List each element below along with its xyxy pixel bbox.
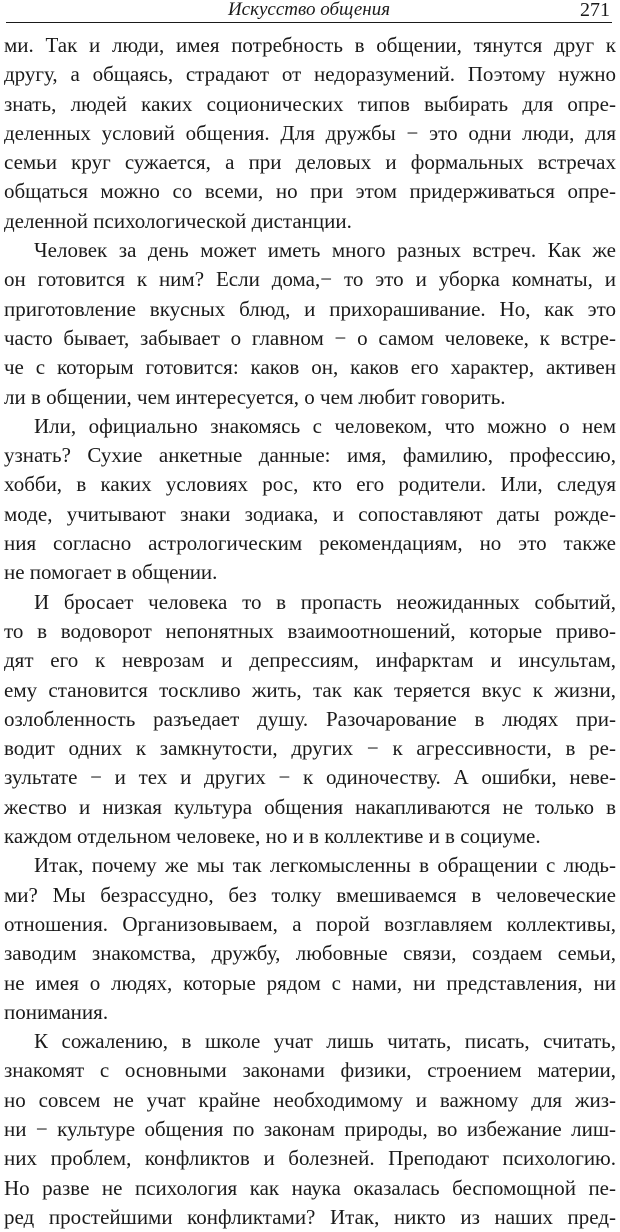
text-line: но совсем не учат крайне необходимому и важному для жиз- (4, 1087, 616, 1112)
text-line: другу, а общаясь, страдают от недоразумений. Поэтому нужно (4, 62, 616, 87)
text-line: не имея о людях, которые рядом с нами, ни представления, ни (4, 970, 616, 995)
text-line: Человек за день может иметь много разных встреч. Как же (34, 238, 616, 263)
paragraph (4, 236, 616, 412)
paragraph (4, 412, 616, 588)
text-line: ми? Мы безрассудно, без толку вмешиваемся в человеческие (4, 882, 616, 907)
text-line: Итак, почему же мы так легкомысленны в обращении с людь- (34, 853, 616, 878)
text-line: отношения. Организовываем, а порой возглавляем коллективы, (4, 911, 616, 936)
text-line: ния согласно астрологическим рекомендациям, но это также (4, 531, 616, 556)
text-line: понимания. (4, 999, 109, 1024)
text-line: Но разве не психология как наука оказалась беспомощной пе- (4, 1175, 616, 1200)
running-header (6, 0, 612, 23)
text-line: Или, официально знакомясь с человеком, что можно о нем (34, 413, 616, 438)
text-line: ред простейшими конфликтами? Итак, никто из наших пред- (4, 1204, 616, 1229)
text-line: зультате − и тех и других − к одиночеству. А ошибки, неве- (4, 765, 616, 790)
running-title: Искусство общения (227, 0, 391, 20)
body-text (4, 31, 616, 1232)
paragraph (4, 31, 616, 236)
text-line: деленных условий общения. Для дружбы − это одни люди, для (4, 120, 616, 145)
page-number: 271 (580, 0, 610, 21)
text-line: знакомят с основными законами физики, строением материи, (4, 1058, 616, 1083)
text-line: ни − культуре общения по законам природы, во избежание лиш- (4, 1116, 616, 1141)
text-line: хобби, в каких условиях рос, кто его родители. Или, следуя (4, 472, 616, 497)
text-line: ми. Так и люди, имея потребность в общении, тянутся друг к (4, 33, 616, 57)
text-line: че с которым готовится: каков он, каков его характер, активен (4, 355, 616, 380)
text-line: них проблем, конфликтов и болезней. Преподают психологию. (4, 1146, 616, 1171)
text-line: то в водоворот непонятных взаимоотношений, которые приво- (4, 618, 616, 643)
text-line: И бросает человека то в пропасть неожиданных событий, (34, 589, 616, 614)
paragraph (4, 588, 616, 852)
text-line: деленной психологической дистанции. (4, 208, 352, 233)
text-line: не помогает в общении. (4, 560, 218, 585)
text-line: жество и низкая культура общения накапливаются не только в (4, 794, 616, 819)
text-line: ему становится тоскливо жить, так как теряется вкус к жизни, (4, 677, 616, 702)
text-line: заводим знакомства, дружбу, любовные связи, создаем семьи, (4, 941, 616, 966)
text-line: общаться можно со всеми, но при этом придерживаться опре- (4, 179, 616, 204)
paragraph (4, 1027, 616, 1232)
text-line: озлобленность разъедает душу. Разочарование в людях при- (4, 706, 616, 731)
text-line: дят его к неврозам и депрессиям, инфарктам и инсультам, (4, 648, 616, 673)
text-line: узнать? Сухие анкетные данные: имя, фамилию, профессию, (4, 443, 616, 468)
text-line: каждом отдельном человеке, но и в коллективе и в социуме. (4, 824, 541, 849)
text-line: он готовится к ним? Если дома,− то это и уборка комнаты, и (4, 267, 616, 292)
text-line: водит одних к замкнутости, других − к агрессивности, в ре- (4, 736, 616, 761)
text-line: приготовление вкусных блюд, и прихорашивание. Но, как это (4, 296, 616, 321)
text-line: семьи круг сужается, а при деловых и формальных встречах (4, 150, 616, 175)
text-line: часто бывает, забывает о главном − о самом человеке, к встре- (4, 325, 616, 350)
text-line: К сожалению, в школе учат лишь читать, писать, считать, (34, 1029, 616, 1054)
text-line: моде, учитывают знаки зодиака, и сопоставляют даты рожде- (4, 501, 616, 526)
text-line: ли в общении, чем интересуется, о чем любит говорить. (4, 384, 506, 409)
paragraph (4, 851, 616, 1027)
text-line: знать, людей каких соционических типов выбирать для опре- (4, 91, 616, 116)
